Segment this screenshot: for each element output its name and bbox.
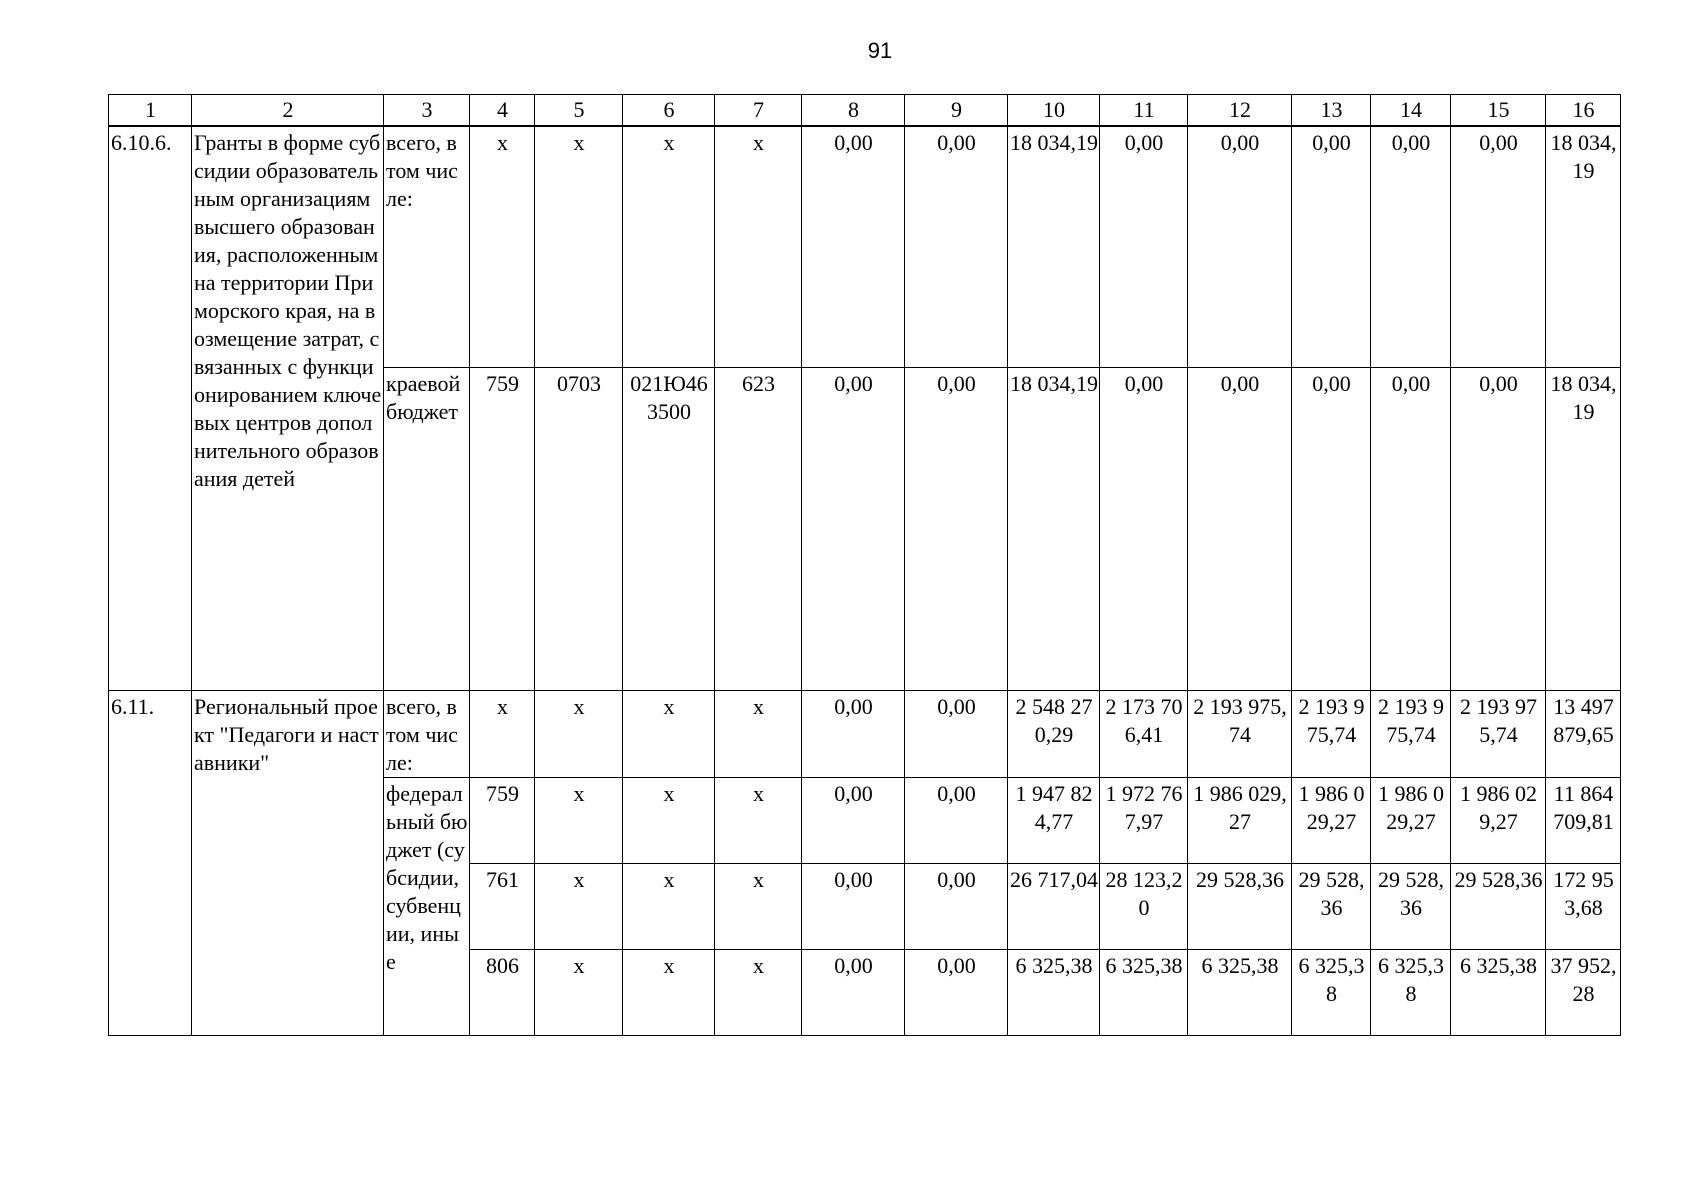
value-cell: 0,00 xyxy=(802,777,905,863)
header-cell: 8 xyxy=(802,95,905,127)
header-cell: 12 xyxy=(1188,95,1292,127)
value-cell: 29 528,36 xyxy=(1292,863,1371,949)
value-cell: 0,00 xyxy=(905,126,1008,367)
value-cell: 29 528,36 xyxy=(1451,863,1546,949)
value-cell: 6 325,38 xyxy=(1100,949,1188,1035)
value-cell: 1 972 767,97 xyxy=(1100,777,1188,863)
value-cell: 2 193 975,74 xyxy=(1371,690,1451,777)
expense-type: x xyxy=(715,690,802,777)
admin-code: x xyxy=(470,690,535,777)
value-cell: 0,00 xyxy=(905,777,1008,863)
admin-code: x xyxy=(470,126,535,367)
value-cell: 6 325,38 xyxy=(1188,949,1292,1035)
admin-code: 759 xyxy=(470,777,535,863)
value-cell: 0,00 xyxy=(1188,126,1292,367)
section-code: x xyxy=(535,949,623,1035)
admin-code: 806 xyxy=(470,949,535,1035)
value-cell: 6 325,38 xyxy=(1451,949,1546,1035)
value-cell: 1 986 029,27 xyxy=(1451,777,1546,863)
value-cell: 0,00 xyxy=(1100,126,1188,367)
value-cell: 6 325,38 xyxy=(1292,949,1371,1035)
header-cell: 10 xyxy=(1008,95,1100,127)
header-cell: 15 xyxy=(1451,95,1546,127)
value-cell: 0,00 xyxy=(1188,367,1292,690)
header-cell: 13 xyxy=(1292,95,1371,127)
funding-source: всего, в том числе: xyxy=(384,126,470,367)
budget-table xyxy=(108,94,1621,1036)
section-code: x xyxy=(535,777,623,863)
section-code: 0703 xyxy=(535,367,623,690)
row-code: 6.10.6. xyxy=(109,126,192,690)
header-cell: 14 xyxy=(1371,95,1451,127)
value-cell: 2 193 975,74 xyxy=(1292,690,1371,777)
value-cell: 0,00 xyxy=(1371,367,1451,690)
header-cell: 11 xyxy=(1100,95,1188,127)
target-article: x xyxy=(623,690,715,777)
total-cell: 11 864 709,81 xyxy=(1546,777,1621,863)
total-cell: 37 952,28 xyxy=(1546,949,1621,1035)
target-article: x xyxy=(623,949,715,1035)
value-cell: 1 986 029,27 xyxy=(1371,777,1451,863)
value-cell: 0,00 xyxy=(905,863,1008,949)
row-name: Гранты в форме субсидии образовательным организациям высшего образования, расположенным на территории Приморского края, на возмещение затрат, связанных с функционированием ключевых центров дополнительного образования детей xyxy=(192,126,384,690)
header-cell: 2 xyxy=(192,95,384,127)
value-cell: 0,00 xyxy=(802,863,905,949)
value-cell: 29 528,36 xyxy=(1371,863,1451,949)
value-cell: 0,00 xyxy=(905,690,1008,777)
header-cell: 6 xyxy=(623,95,715,127)
value-cell: 0,00 xyxy=(802,367,905,690)
admin-code: 759 xyxy=(470,367,535,690)
total-cell: 18 034,19 xyxy=(1546,126,1621,367)
value-cell: 0,00 xyxy=(905,367,1008,690)
funding-source: краевой бюджет xyxy=(384,367,470,690)
value-cell: 0,00 xyxy=(905,949,1008,1035)
value-cell: 28 123,20 xyxy=(1100,863,1188,949)
value-cell: 1 947 824,77 xyxy=(1008,777,1100,863)
funding-source: всего, в том числе: xyxy=(384,690,470,777)
table-row xyxy=(109,690,1621,777)
expense-type: 623 xyxy=(715,367,802,690)
section-code: x xyxy=(535,126,623,367)
value-cell: 2 193 975,74 xyxy=(1451,690,1546,777)
header-cell: 7 xyxy=(715,95,802,127)
header-cell: 5 xyxy=(535,95,623,127)
total-cell: 172 953,68 xyxy=(1546,863,1621,949)
header-cell: 9 xyxy=(905,95,1008,127)
section-code: x xyxy=(535,690,623,777)
value-cell: 0,00 xyxy=(1100,367,1188,690)
value-cell: 0,00 xyxy=(1292,367,1371,690)
header-row xyxy=(109,95,1621,127)
section-code: x xyxy=(535,863,623,949)
value-cell: 0,00 xyxy=(802,949,905,1035)
value-cell: 6 325,38 xyxy=(1008,949,1100,1035)
header-cell: 3 xyxy=(384,95,470,127)
header-cell: 16 xyxy=(1546,95,1621,127)
value-cell: 2 548 270,29 xyxy=(1008,690,1100,777)
target-article: x xyxy=(623,863,715,949)
header-cell: 4 xyxy=(470,95,535,127)
row-name: Региональный проект "Педагоги и наставники" xyxy=(192,690,384,1035)
value-cell: 1 986 029,27 xyxy=(1292,777,1371,863)
total-cell: 18 034,19 xyxy=(1546,367,1621,690)
funding-source: федеральный бюджет (субсидии, субвенции, иные xyxy=(384,777,470,1035)
target-article: x xyxy=(623,126,715,367)
expense-type: x xyxy=(715,126,802,367)
total-cell: 13 497 879,65 xyxy=(1546,690,1621,777)
value-cell: 26 717,04 xyxy=(1008,863,1100,949)
table-row xyxy=(109,126,1621,367)
value-cell: 6 325,38 xyxy=(1371,949,1451,1035)
value-cell: 1 986 029,27 xyxy=(1188,777,1292,863)
target-article: 021Ю463500 xyxy=(623,367,715,690)
value-cell: 2 173 706,41 xyxy=(1100,690,1188,777)
expense-type: x xyxy=(715,863,802,949)
target-article: x xyxy=(623,777,715,863)
expense-type: x xyxy=(715,777,802,863)
value-cell: 0,00 xyxy=(1451,126,1546,367)
value-cell: 0,00 xyxy=(1292,126,1371,367)
page-number: 91 xyxy=(867,38,893,63)
admin-code: 761 xyxy=(470,863,535,949)
value-cell: 0,00 xyxy=(1451,367,1546,690)
row-code: 6.11. xyxy=(109,690,192,1035)
value-cell: 29 528,36 xyxy=(1188,863,1292,949)
header-cell: 1 xyxy=(109,95,192,127)
value-cell: 18 034,19 xyxy=(1008,367,1100,690)
value-cell: 18 034,19 xyxy=(1008,126,1100,367)
value-cell: 2 193 975,74 xyxy=(1188,690,1292,777)
value-cell: 0,00 xyxy=(1371,126,1451,367)
value-cell: 0,00 xyxy=(802,126,905,367)
expense-type: x xyxy=(715,949,802,1035)
value-cell: 0,00 xyxy=(802,690,905,777)
